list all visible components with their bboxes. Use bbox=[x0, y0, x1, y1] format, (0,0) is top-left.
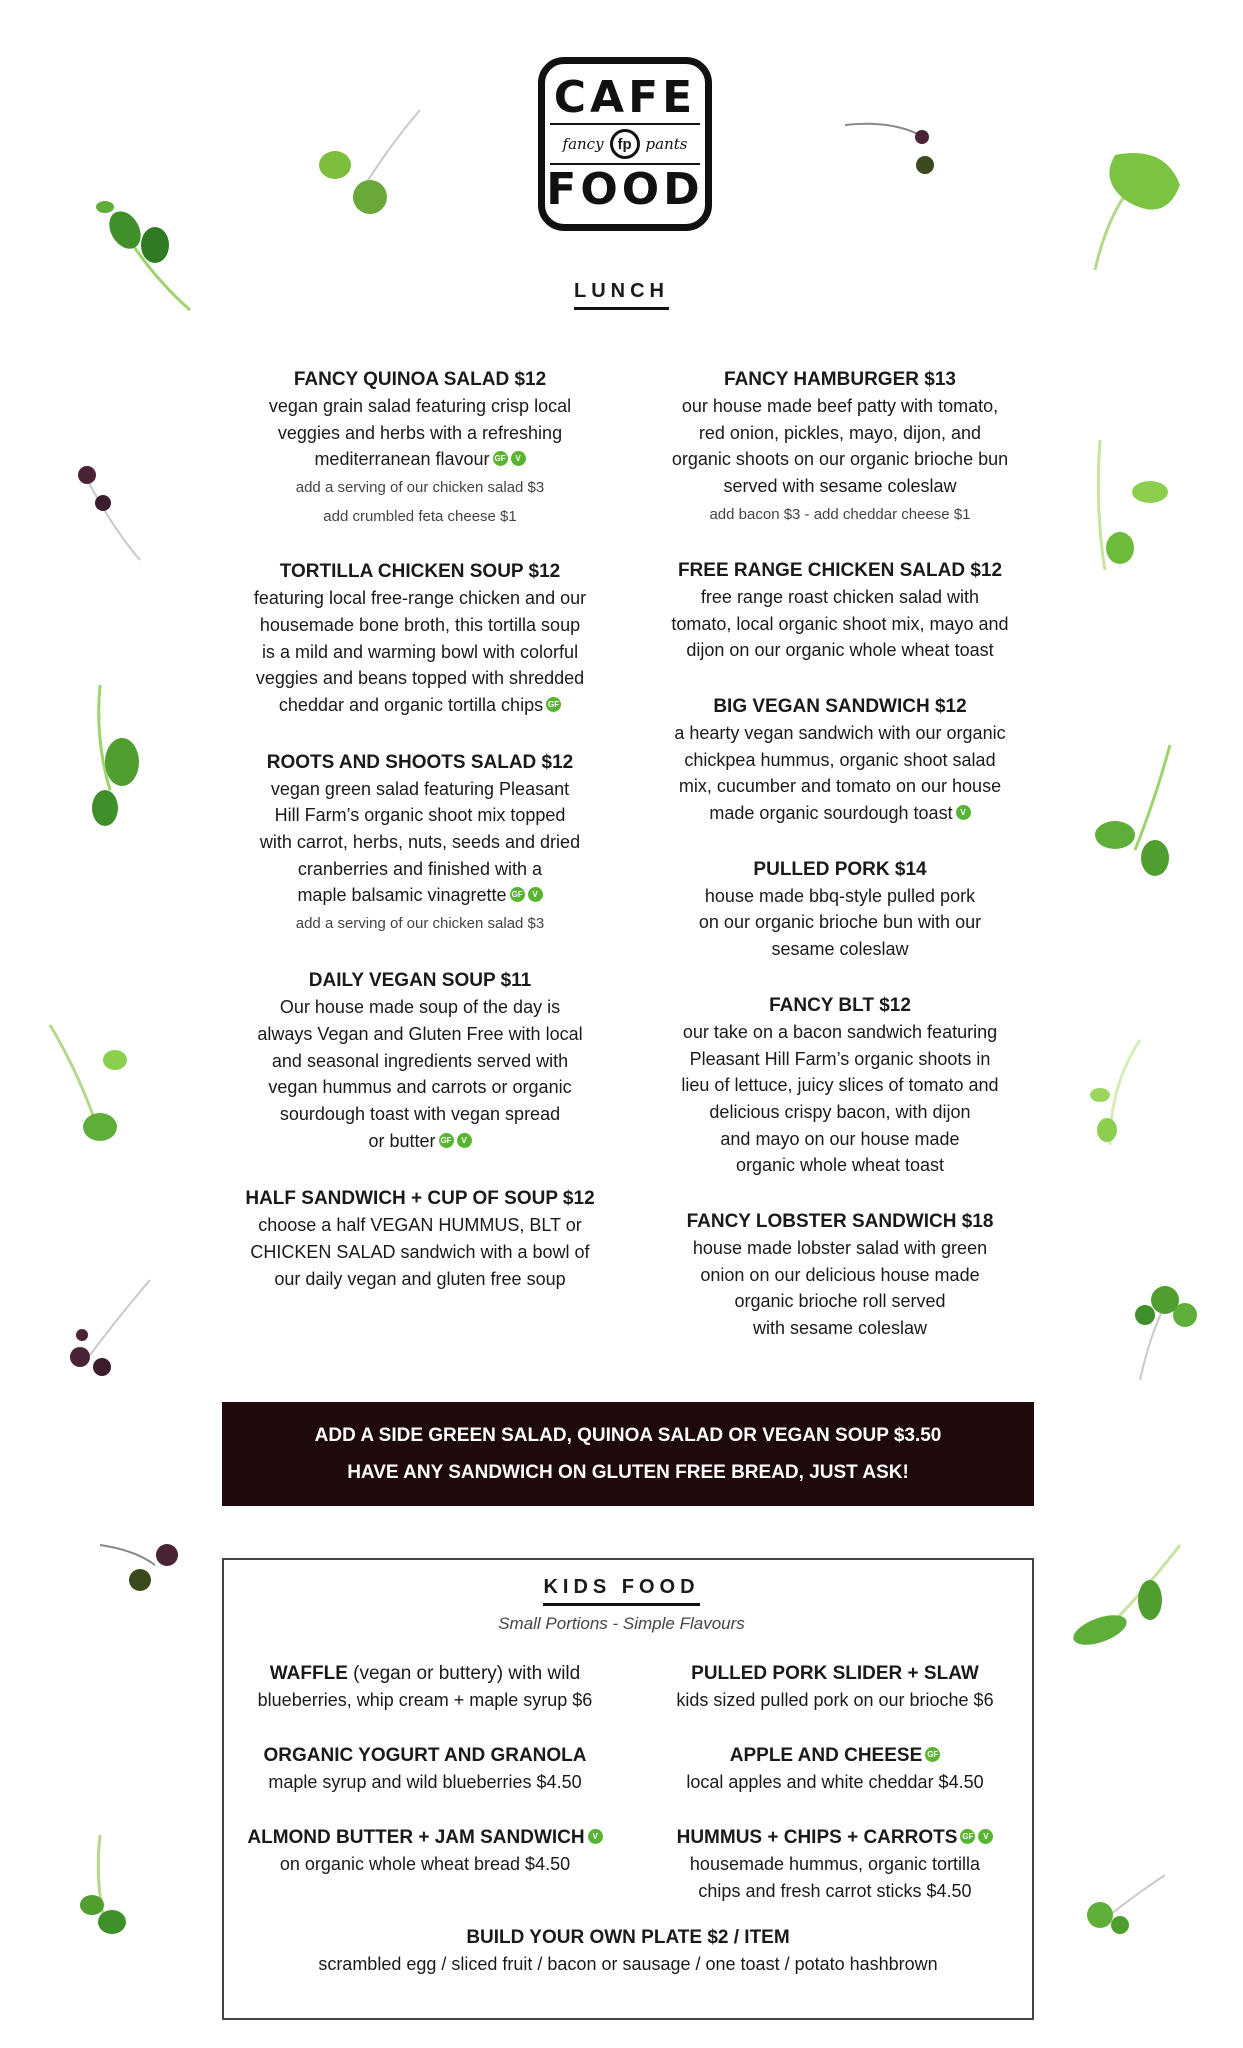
item-desc: Our house made soup of the day is always Vegan and Gluten Free with local and seasonal ingredients served with vegan hummus and carrots or organic sourdough toast with vegan spread or butter GF V bbox=[257, 997, 583, 1151]
gluten-free-badge-icon: GF bbox=[925, 1747, 940, 1762]
vegan-badge-icon: V bbox=[528, 887, 543, 902]
kids-item-yogurt-granola bbox=[225, 1742, 625, 1796]
lunch-right-column bbox=[635, 366, 1045, 1342]
logo-top-word: CAFE bbox=[553, 72, 697, 123]
item-note: add a serving of our chicken salad $3 bbox=[295, 915, 545, 933]
menu-item-pulled-pork bbox=[635, 856, 1045, 963]
item-desc: blueberries, whip cream + maple syrup $6 bbox=[257, 1690, 593, 1710]
item-desc: local apples and white cheddar $4.50 bbox=[686, 1772, 984, 1792]
menu-item-half-sandwich-soup bbox=[215, 1185, 625, 1292]
menu-item-tortilla-soup bbox=[215, 558, 625, 719]
menu-item-roots-shoots-salad bbox=[215, 749, 625, 939]
item-desc: our house made beef patty with tomato, red onion, pickles, mayo, dijon, and organic shoots on our organic brioche bun served with sesame coleslaw bbox=[671, 396, 1009, 497]
item-note: add bacon $3 - add cheddar cheese $1 bbox=[709, 505, 971, 523]
item-title: FANCY QUINOA SALAD $12 bbox=[293, 369, 547, 390]
item-title: FANCY LOBSTER SANDWICH $18 bbox=[686, 1211, 994, 1233]
sprout-illustration-icon bbox=[80, 185, 200, 315]
item-desc: vegan grain salad featuring crisp local veggies and herbs with a refreshing mediterranean flavour GF V bbox=[268, 396, 572, 470]
logo-bottom-word: FOOD bbox=[546, 164, 704, 215]
gluten-free-badge-icon: GF bbox=[493, 451, 508, 466]
sprout-illustration-icon bbox=[1085, 145, 1195, 275]
gluten-free-badge-icon: GF bbox=[960, 1829, 975, 1844]
item-desc: our take on a bacon sandwich featuring Pleasant Hill Farm’s organic shoots in lieu of lettuce, juicy slices of tomato and delicious crispy bacon, with dijon and mayo on our house made organic whole wheat toast bbox=[681, 1021, 999, 1176]
sprout-illustration-icon bbox=[1085, 1035, 1155, 1155]
vegan-badge-icon: V bbox=[956, 805, 971, 820]
lunch-heading: LUNCH bbox=[0, 280, 1243, 310]
item-title: HUMMUS + CHIPS + CARROTS GF V bbox=[635, 1824, 1035, 1851]
item-desc: house made bbq-style pulled pork on our organic brioche bun with our sesame coleslaw bbox=[698, 885, 982, 960]
sprout-illustration-icon bbox=[1085, 740, 1195, 880]
gluten-free-badge-icon: GF bbox=[546, 697, 561, 712]
item-title: FANCY HAMBURGER $13 bbox=[724, 369, 956, 390]
kids-item-hummus-chips-carrots bbox=[635, 1824, 1035, 1905]
menu-item-daily-vegan-soup bbox=[215, 967, 625, 1154]
sprout-illustration-icon bbox=[65, 455, 155, 565]
menu-item-quinoa-salad bbox=[215, 366, 625, 531]
item-desc: house made lobster salad with green onion on our delicious house made organic brioche roll served with sesame coleslaw bbox=[692, 1238, 988, 1339]
kids-build-plate bbox=[222, 1924, 1034, 1978]
item-desc: on organic whole wheat bread $4.50 bbox=[279, 1854, 571, 1874]
item-desc: kids sized pulled pork on our brioche $6 bbox=[676, 1690, 994, 1710]
item-title: ALMOND BUTTER + JAM SANDWICH V bbox=[225, 1824, 625, 1851]
item-desc: free range roast chicken salad with tomato, local organic shoot mix, mayo and dijon on our organic whole wheat toast bbox=[671, 586, 1009, 661]
item-desc: maple syrup and wild blueberries $4.50 bbox=[268, 1772, 582, 1792]
item-title: ORGANIC YOGURT AND GRANOLA bbox=[263, 1745, 587, 1766]
sprout-illustration-icon bbox=[310, 105, 430, 225]
item-title: BIG VEGAN SANDWICH $12 bbox=[713, 695, 967, 717]
gluten-free-badge-icon: GF bbox=[439, 1133, 454, 1148]
menu-item-lobster-sandwich bbox=[635, 1208, 1045, 1342]
item-desc: featuring local free-range chicken and our housemade bone broth, this tortilla soup is a mild and warming bowl with colorful veggies and beans topped with shredded cheddar and organic tortilla chips GF bbox=[253, 588, 587, 715]
vegan-badge-icon: V bbox=[588, 1829, 603, 1844]
gluten-free-badge-icon: GF bbox=[510, 887, 525, 902]
vegan-badge-icon: V bbox=[511, 451, 526, 466]
sprout-illustration-icon bbox=[70, 1830, 140, 1940]
item-desc: choose a half VEGAN HUMMUS, BLT or CHICKEN SALAD sandwich with a bowl of our daily vegan and gluten free soup bbox=[250, 1215, 590, 1289]
kids-right-column bbox=[635, 1660, 1035, 1905]
sprout-illustration-icon bbox=[60, 1275, 160, 1385]
kids-item-waffle bbox=[225, 1660, 625, 1714]
menu-item-big-vegan-sandwich bbox=[635, 693, 1045, 827]
sprout-illustration-icon bbox=[40, 1015, 140, 1145]
item-title: PULLED PORK $14 bbox=[753, 858, 927, 880]
item-note: add a serving of our chicken salad $3 add crumbled feta cheese $1 bbox=[295, 479, 545, 526]
item-title: DAILY VEGAN SOUP $11 bbox=[308, 970, 532, 992]
sprout-illustration-icon bbox=[1120, 1275, 1210, 1385]
menu-item-fancy-hamburger bbox=[635, 366, 1045, 529]
logo-script-left: fancy bbox=[562, 135, 604, 153]
kids-item-apple-cheese bbox=[635, 1742, 1035, 1796]
item-desc: scrambled egg / sliced fruit / bacon or sausage / one toast / potato hashbrown bbox=[318, 1954, 938, 1974]
item-title: FREE RANGE CHICKEN SALAD $12 bbox=[677, 559, 1003, 581]
kids-subtitle: Small Portions - Simple Flavours bbox=[498, 1614, 745, 1633]
item-title: BUILD YOUR OWN PLATE $2 / ITEM bbox=[466, 1927, 790, 1948]
banner-line-sides: ADD A SIDE GREEN SALAD, QUINOA SALAD OR VEGAN SOUP $3.50 bbox=[314, 1425, 942, 1446]
logo-badge-icon: fp bbox=[610, 129, 640, 159]
item-title: WAFFLE (vegan or buttery) with wild bbox=[269, 1663, 581, 1684]
item-title: ROOTS AND SHOOTS SALAD $12 bbox=[266, 751, 574, 773]
kids-heading: KIDS FOOD bbox=[0, 1576, 1243, 1606]
sprout-illustration-icon bbox=[1090, 430, 1180, 580]
kids-item-pulled-pork-slider bbox=[635, 1660, 1035, 1714]
logo-middle-band bbox=[550, 123, 700, 165]
item-title: TORTILLA CHICKEN SOUP $12 bbox=[279, 561, 561, 583]
sides-banner bbox=[222, 1402, 1034, 1506]
logo-script-right: pants bbox=[645, 135, 688, 153]
kids-item-almond-butter-sandwich bbox=[225, 1824, 625, 1878]
item-title: PULLED PORK SLIDER + SLAW bbox=[691, 1663, 979, 1684]
item-title: HALF SANDWICH + CUP OF SOUP $12 bbox=[245, 1188, 595, 1210]
item-desc: vegan green salad featuring Pleasant Hill Farm’s organic shoot mix topped with carrot, herbs, nuts, seeds and dried cranberries and finished with a maple balsamic vinagrette GF V bbox=[259, 778, 581, 906]
vegan-badge-icon: V bbox=[978, 1829, 993, 1844]
sprout-illustration-icon bbox=[840, 115, 950, 195]
item-desc: housemade hummus, organic tortilla chips and fresh carrot sticks $4.50 bbox=[689, 1854, 981, 1901]
item-title: FANCY BLT $12 bbox=[769, 994, 911, 1016]
vegan-badge-icon: V bbox=[457, 1133, 472, 1148]
item-desc: a hearty vegan sandwich with our organic chickpea hummus, organic shoot salad mix, cucumber and tomato on our house made organic sourdough toast V bbox=[674, 722, 1006, 824]
sprout-illustration-icon bbox=[1075, 1870, 1175, 1940]
sprout-illustration-icon bbox=[1065, 1540, 1185, 1660]
menu-item-chicken-salad bbox=[635, 557, 1045, 664]
lunch-left-column bbox=[215, 366, 625, 1292]
banner-line-gluten-free: HAVE ANY SANDWICH ON GLUTEN FREE BREAD, JUST ASK! bbox=[347, 1462, 909, 1483]
item-title: APPLE AND CHEESE GF bbox=[729, 1745, 939, 1766]
sprout-illustration-icon bbox=[95, 1535, 195, 1605]
sprout-illustration-icon bbox=[80, 680, 160, 840]
kids-left-column bbox=[225, 1660, 625, 1878]
cafe-logo bbox=[538, 57, 712, 231]
menu-item-fancy-blt bbox=[635, 992, 1045, 1179]
